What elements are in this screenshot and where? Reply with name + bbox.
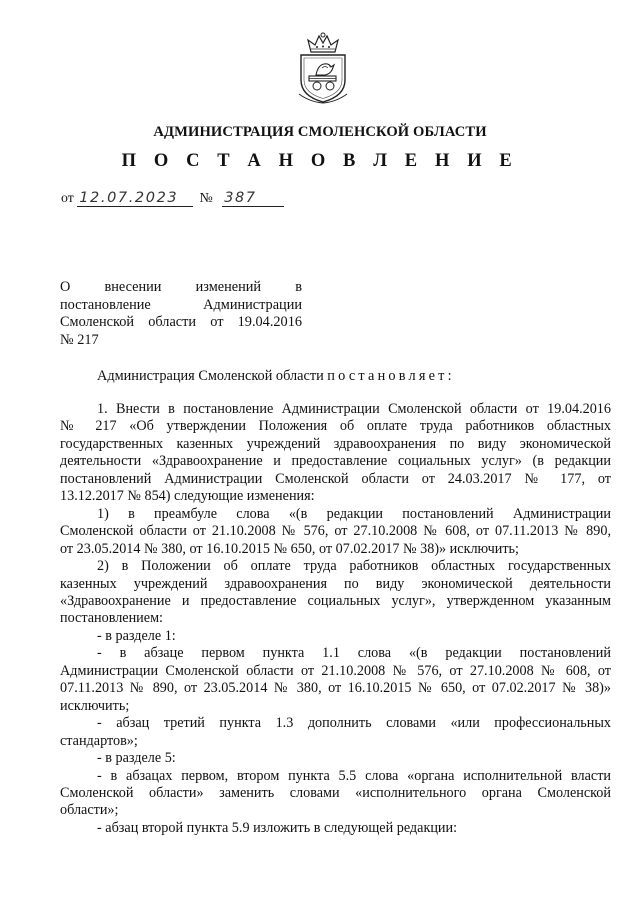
body-line: - абзац второй пункта 5.9 изложить в следующей редакции: [97, 819, 458, 836]
body-line: деятельности «Здравоохранение и предоставление социальных услуг» (в редакции [60, 453, 611, 470]
body-line: Смоленской области» заменить словами «исполнительного органа Смоленской [60, 784, 611, 801]
handwritten-date: 12.07.2023 [77, 191, 193, 207]
body-line: - в разделе 5: [97, 750, 176, 767]
subject-line: Смоленской области от 19.04.2016 [60, 314, 302, 331]
number-sign: № [199, 190, 213, 205]
subject-line: О внесении изменений в [60, 279, 302, 295]
body-line: «Здравоохранение и предоставление социальных услуг», утвержденном указанным [60, 592, 611, 609]
subject-line: № 217 [60, 331, 99, 348]
body-line: 07.11.2013 № 890, от 23.05.2014 № 380, от 16.10.2015 № 650, от 07.02.2017 № 38)» [60, 680, 611, 697]
body-line: 1. Внести в постановление Администрации Смоленской области от 19.04.2016 [97, 401, 611, 417]
body-line: казенных учреждений здравоохранения по виду экономической деятельности [60, 575, 611, 592]
body-line: постановлением: [60, 610, 163, 627]
date-prefix: от [61, 190, 74, 205]
preamble [97, 368, 455, 385]
body-line: - в абзацах первом, втором пункта 5.5 слова «органа исполнительной власти [97, 767, 611, 784]
document-subject [60, 279, 302, 349]
body-line: - в разделе 1: [97, 627, 176, 644]
body-line: 13.12.2017 № 854) следующие изменения: [60, 488, 315, 505]
date-number-line [61, 190, 284, 207]
body-line: постановлений Администрации Смоленской области от 24.03.2017 № 177, от [60, 470, 611, 487]
preamble-verb: постановляет: [327, 368, 455, 384]
body-line: исключить; [60, 697, 130, 714]
body-line: Администрации Смоленской области от 21.10.2008 № 576, от 27.10.2008 № 608, от [60, 662, 611, 679]
document-body [60, 401, 611, 837]
document-type-title: П О С Т А Н О В Л Е Н И Е [121, 151, 519, 171]
body-line: от 23.05.2014 № 380, от 16.10.2015 № 650, от 07.02.2017 № 38)» исключить; [60, 540, 519, 557]
body-line: 1) в преамбуле слова «(в редакции постановлений Администрации [97, 505, 611, 522]
body-line: государственных казенных учреждений здравоохранения по виду экономической [60, 435, 611, 452]
body-line: Смоленской области от 21.10.2008 № 576, от 27.10.2008 № 608, от 07.11.2013 № 890, [60, 523, 611, 540]
subject-line: постановление Администрации [60, 296, 302, 313]
handwritten-number: 387 [222, 191, 284, 207]
body-line: № 217 «Об утверждении Положения об оплате труда работников областных [60, 418, 611, 435]
body-line: стандартов»; [60, 732, 138, 749]
body-line: - абзац третий пункта 1.3 дополнить словами «или профессиональных [97, 715, 611, 732]
body-line: 2) в Положении об оплате труда работников областных государственных [97, 558, 611, 575]
body-line: - в абзаце первом пункта 1.1 слова «(в редакции постановлений [97, 645, 611, 662]
body-line: области»; [60, 802, 119, 819]
organization-title: АДМИНИСТРАЦИЯ СМОЛЕНСКОЙ ОБЛАСТИ [153, 124, 487, 140]
preamble-text: Администрация Смоленской области [97, 368, 328, 384]
smolensk-coat-of-arms-emblem [294, 32, 352, 104]
